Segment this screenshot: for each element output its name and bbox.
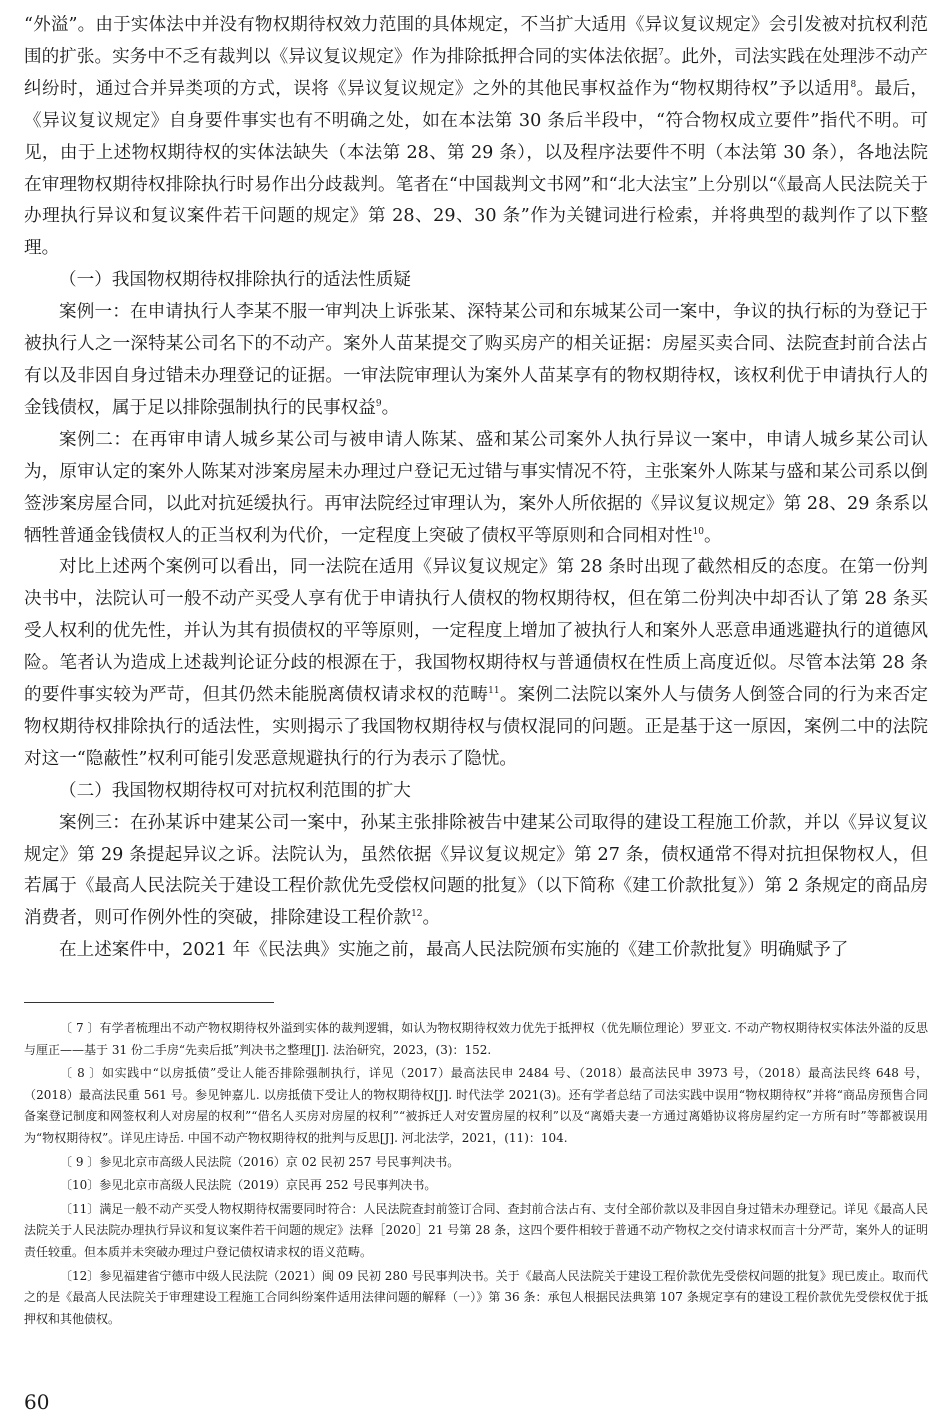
- footnote-8: 〔 8 〕如实践中“以房抵债”受让人能否排除强制执行，详见（2017）最高法民申 2484 号、（2018）最高法民申 3973 号，（2018）最高法民终 648 号，（2018）最高法民重 561 号。参见钟嘉儿. 以房抵债下受让人的物权期待权[J]. 时代法学 2021(3)。还有学者总结了司法实践中误用“物权期待权”并将“商品房预售合同备案登记制度和网签权利人对房屋的权利”“借名人买房对房屋的权利”“被拆迁人对安置房屋的权利”以及“离婚夫妻一方通过离婚协议将房屋约定一方所有时”等都被误用为“物权期待权”。详见庄诗岳. 中国不动产物权期待权的批判与反思[J]. 河北法学，2021，(11)：104.: [24, 1066, 929, 1145]
- page-number: 60: [24, 1390, 50, 1414]
- paragraph-case-2: 案例二：在再审申请人城乡某公司与被申请人陈某、盛和某公司案外人执行异议一案中，申请人城乡某公司认为，原审认定的案外人陈某对涉案房屋未办理过户登记无过错与事实情况不符，主张案外人陈某与盛和某公司系以倒签涉案房屋合同，以此对抗延缓执行。再审法院经过审理认为，案外人所依据的《异议复议规定》第 28、29 条系以牺牲普通金钱债权人的正当权利为代价，一定程度上突破了债权平等原则和合同相对性$^{10}$。: [24, 429, 928, 546]
- footnote-11: 〔11〕满足一般不动产买受人物权期待权需要同时符合：人民法院查封前签订合同、查封前合法占有、支付全部价款以及非因自身过错未办理登记。详见《最高人民法院关于人民法院办理执行异议和复议案件若干问题的规定》法释［2020］21 号第 28 条，这四个要件相较于普通不动产物权之交付请求权而言十分严苛，案外人的证明责任较重。但本质并未突破办理过户登记债权请求权的语义范畴。: [24, 1201, 928, 1259]
- footnote-10: 〔10〕参见北京市高级人民法院（2019）京民再 252 号民事判决书。: [60, 1178, 437, 1193]
- main-text: [24, 10, 928, 967]
- paragraph-comparison: 对比上述两个案例可以看出，同一法院在适用《异议复议规定》第 28 条时出现了截然相反的态度。在第一份判决书中，法院认可一般不动产买受人享有优于申请执行人债权的物权期待权，但在第二份判决中却否认了第 28 条买受人权利的优先性，并认为其有损债权的平等原则，一定程度上增加了被执行人和案外人恶意串通逃避执行的道德风险。笔者认为造成上述裁判论证分歧的根源在于，我国物权期待权与普通债权在性质上高度近似。尽管本法第 28 条的要件事实较为严苛，但其仍然未能脱离债权请求权的范畴$^{11}$。案例二法院以案外人与债务人倒签合同的行为来否定物权期待权排除执行的适法性，实则揭示了我国物权期待权与债权混同的问题。正是基于这一原因，案例二中的法院对这一“隐蔽性”权利可能引发恶意规避执行的行为表示了隐忧。: [24, 557, 928, 769]
- footnote-ref-9[interactable]: 9: [375, 399, 382, 410]
- paragraph-continued: 在上述案件中，2021 年《民法典》实施之前，最高人民法院颁布实施的《建工价款批复》明确赋予了: [59, 940, 849, 961]
- footnote-ref-11[interactable]: 11: [488, 686, 500, 697]
- section-heading-1: （一）我国物权期待权排除执行的适法性质疑: [59, 270, 411, 291]
- section-heading-2: （二）我国物权期待权可对抗权利范围的扩大: [59, 780, 411, 801]
- footnote-ref-7[interactable]: 7: [658, 48, 664, 59]
- footnote-divider: [24, 1002, 274, 1003]
- footnote-ref-12[interactable]: 12: [411, 909, 423, 920]
- footnote-9: 〔 9 〕参见北京市高级人民法院（2016）京 02 民初 257 号民事判决书。: [60, 1154, 460, 1169]
- paragraph-case-1: 案例一：在申请执行人李某不服一审判决上诉张某、深特某公司和东城某公司一案中，争议的执行标的为登记于被执行人之一深特某公司名下的不动产。案外人苗某提交了购买房产的相关证据：房屋买卖合同、法院查封前合法占有以及非因自身过错未办理登记的证据。一审法院审理认为案外人苗某享有的物权期待权，该权利优于申请执行人的金钱债权，属于足以排除强制执行的民事权益$^9$。: [24, 302, 928, 418]
- footnote-ref-8[interactable]: 8: [850, 79, 857, 90]
- paragraph-1: “外溢”。由于实体法中并没有物权期待权效力范围的具体规定，不当扩大适用《异议复议规定》会引发被对抗权利范围的扩张。实务中不乏有裁判以《异议复议规定》作为排除抵押合同的实体法依据$^7$。此外，司法实践在处理涉不动产纠纷时，通过合并异类项的方式，误将《异议复议规定》之外的其他民事权益作为“物权期待权”予以适用$^8$。最后，《异议复议规定》自身要件事实也有不明确之处，如在本法第 30 条后半段中，“符合物权成立要件”指代不明。可见，由于上述物权期待权的实体法缺失（本法第 28、第 29 条），以及程序法要件不明（本法第 30 条），各地法院在审理物权期待权排除执行时易作出分歧裁判。笔者在“中国裁判文书网”和“北大法宝”上分别以“《最高人民法院关于办理执行异议和复议案件若干问题的规定》第 28、29、30 条”作为关键词进行检索，并将典型的裁判作了以下整理。: [24, 15, 928, 259]
- paragraph-case-3: 案例三：在孙某诉中建某公司一案中，孙某主张排除被告中建某公司取得的建设工程施工价款，并以《异议复议规定》第 29 条提起异议之诉。法院认为，虽然依据《异议复议规定》第 27 条，债权通常不得对抗担保物权人，但若属于《最高人民法院关于建设工程价款优先受偿权问题的批复》（以下简称《建工价款批复》）第 2 条规定的商品房消费者，则可作例外性的突破，排除建设工程价款$^{12}$。: [24, 812, 928, 929]
- footnote-12: 〔12〕参见福建省宁德市中级人民法院（2021）闽 09 民初 280 号民事判决书。关于《最高人民法院关于建设工程价款优先受偿权问题的批复》现已废止。取而代之的是《最高人民法院关于审理建设工程施工合同纠纷案件适用法律问题的解释（一）》第 36 条：承包人根据民法典第 107 条规定享有的建设工程价款优先受偿权优于抵押权和其他债权。: [24, 1268, 928, 1326]
- footnote-ref-10[interactable]: 10: [692, 526, 705, 537]
- footnote-7: 〔 7 〕有学者梳理出不动产物权期待权外溢到实体的裁判逻辑，如认为物权期待权效力优先于抵押权（优先顺位理论）罗亚文. 不动产物权期待权实体法外溢的反思与厘正——基于 31 份二手房“先卖后抵”判决书之整理[J]. 法治研究，2023，(3)：152.: [24, 1021, 928, 1057]
- footnotes: [24, 1018, 928, 1332]
